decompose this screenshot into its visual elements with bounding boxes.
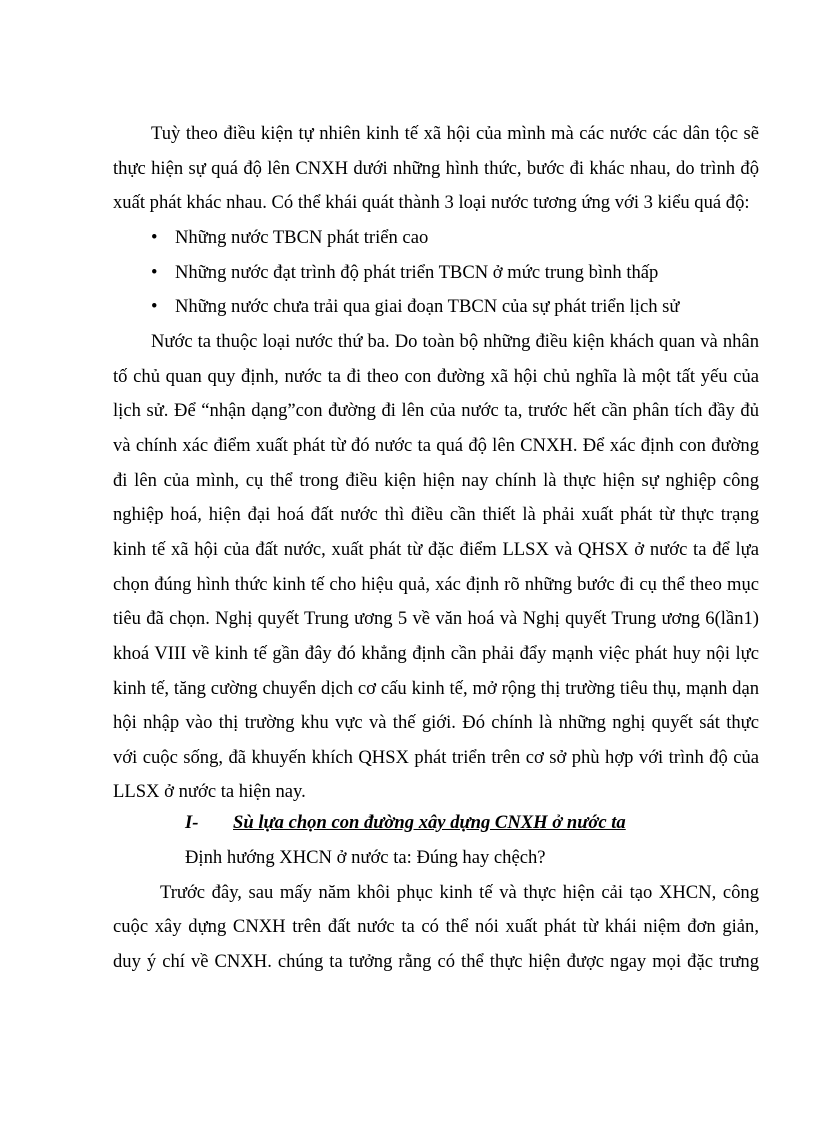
paragraph2-line-2: tố chủ quan quy định, nước ta đi theo con đường xã hội chủ nghĩa là một tất yếu của <box>113 366 759 387</box>
paragraph3-line-1: Trước đây, sau mấy năm khôi phục kinh tế và thực hiện cải tạo XHCN, công <box>160 882 759 903</box>
paragraph2-line-1: Nước ta thuộc loại nước thứ ba. Do toàn bộ những điều kiện khách quan và nhân <box>151 331 759 352</box>
subheading: Định hướng XHCN ở nước ta: Đúng hay chệch? <box>185 847 546 868</box>
paragraph3-line-3: duy ý chí về CNXH. chúng ta tưởng rằng có thể thực hiện được ngay mọi đặc trưng <box>113 951 759 972</box>
bullet-text-3: Những nước chưa trải qua giai đoạn TBCN của sự phát triển lịch sử <box>175 296 680 317</box>
bullet-icon: • <box>151 262 158 283</box>
paragraph2-line-9: tiêu đã chọn. Nghị quyết Trung ương 5 về văn hoá và Nghị quyết Trung ương 6(lần1) <box>113 608 759 629</box>
bullet-icon: • <box>151 227 158 248</box>
paragraph2-line-8: chọn đúng hình thức kinh tế cho hiệu quả, xác định rõ những bước đi cụ thể theo mục <box>113 574 759 595</box>
paragraph1-line-2: thực hiện sự quá độ lên CNXH dưới những hình thức, bước đi khác nhau, do trình độ <box>113 158 759 179</box>
bullet-text-1: Những nước TBCN phát triển cao <box>175 227 429 248</box>
paragraph2-line-14: LLSX ở nước ta hiện nay. <box>113 781 306 802</box>
paragraph2-line-7: kinh tế xã hội của đất nước, xuất phát từ đặc điểm LLSX và QHSX ở nước ta để lựa <box>113 539 759 560</box>
section-number: I- <box>185 812 199 833</box>
paragraph2-line-10: khoá VIII về kinh tế gần đây đó khẳng định cần phải đẩy mạnh việc phát huy nội lực <box>113 643 759 664</box>
paragraph2-line-5: đi lên của mình, cụ thể trong điều kiện hiện nay chính là thực hiện sự nghiệp công <box>113 470 759 491</box>
paragraph1-line-1: Tuỳ theo điều kiện tự nhiên kinh tế xã hội của mình mà các nước các dân tộc sẽ <box>151 123 759 144</box>
paragraph2-line-11: kinh tế, tăng cường chuyển dịch cơ cấu kinh tế, mở rộng thị trường tiêu thụ, mạnh dạn <box>113 678 759 699</box>
bullet-text-2: Những nước đạt trình độ phát triển TBCN ở mức trung bình thấp <box>175 262 659 283</box>
paragraph2-line-6: nghiệp hoá, hiện đại hoá đất nước thì điều cần thiết là phải xuất phát từ thực trạng <box>113 504 759 525</box>
section-title: Sù lựa chọn con đường xây dựng CNXH ở nước ta <box>233 812 626 833</box>
paragraph3-line-2: cuộc xây dựng CNXH trên đất nước ta có thể nói xuất phát từ khái niệm đơn giản, <box>113 916 759 937</box>
bullet-icon: • <box>151 296 158 317</box>
paragraph2-line-13: với cuộc sống, đã khuyến khích QHSX phát triển trên cơ sở phù hợp với trình độ của <box>113 747 759 768</box>
paragraph2-line-4: và chính xác điểm xuất phát từ đó nước ta quá độ lên CNXH. Để xác định con đường <box>113 435 759 456</box>
paragraph2-line-3: lịch sử. Để “nhận dạng”con đường đi lên của nước ta, trước hết cần phân tích đầy đủ <box>113 400 759 421</box>
paragraph2-line-12: hội nhập vào thị trường khu vực và thế giới. Đó chính là những nghị quyết sát thực <box>113 712 759 733</box>
paragraph1-line-3: xuất phát khác nhau. Có thể khái quát thành 3 loại nước tương ứng với 3 kiểu quá độ: <box>113 192 750 213</box>
